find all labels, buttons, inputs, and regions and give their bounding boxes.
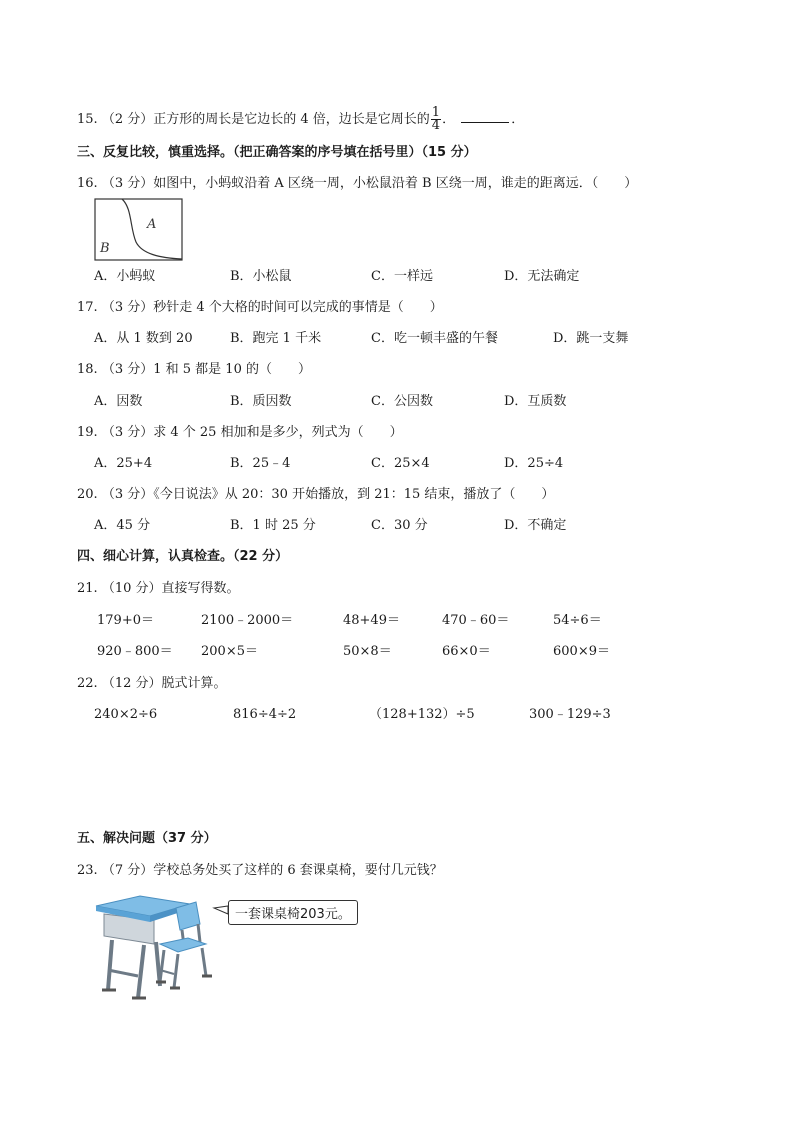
question-score: （3 分） — [101, 300, 154, 315]
question-number: 18. — [77, 362, 98, 377]
calc-item: 920﹣800＝ — [97, 644, 173, 659]
option-a[interactable]: A．45 分 — [94, 518, 151, 533]
bubble-tail — [214, 906, 228, 914]
price-speech-bubble: 一套课桌椅203元。 — [228, 900, 358, 925]
calc-item: 240×2÷6 — [94, 707, 158, 722]
option-d[interactable]: D．无法确定 — [504, 269, 580, 284]
question-score: （3 分） — [101, 425, 154, 440]
option-b[interactable]: B．25﹣4 — [230, 456, 291, 471]
region-diagram — [94, 198, 184, 262]
fraction-numerator: 1 — [431, 105, 441, 120]
question-score: （3 分） — [101, 362, 154, 377]
label-b: B — [100, 241, 110, 256]
option-b[interactable]: B．小松鼠 — [230, 269, 292, 284]
calc-item: （128+132）÷5 — [369, 707, 475, 722]
desk-legs-icon — [102, 940, 160, 998]
option-a[interactable]: A．小蚂蚁 — [94, 269, 156, 284]
question-text: 1 和 5 都是 10 的（ ） — [153, 362, 311, 377]
question-score: （12 分） — [101, 676, 162, 691]
question-text: 直接写得数。 — [161, 581, 240, 596]
question-score: （7 分） — [101, 863, 154, 878]
option-c[interactable]: C．一样远 — [371, 269, 433, 284]
question-text: 正方形的周长是它边长的 4 倍，边长是它周长的 — [153, 112, 430, 127]
question-22 — [77, 675, 227, 693]
option-b[interactable]: B．跑完 1 千米 — [230, 331, 322, 346]
calc-item: 48+49＝ — [343, 613, 400, 628]
question-23 — [77, 862, 443, 880]
question-16 — [77, 175, 637, 193]
question-15 — [77, 107, 524, 132]
question-number: 20. — [77, 487, 98, 502]
section-3-title: 三、反复比较，慎重选择。（把正确答案的序号填在括号里）（15 分） — [77, 145, 477, 160]
option-d[interactable]: D．跳一支舞 — [553, 331, 629, 346]
calc-item: 2100﹣2000＝ — [201, 613, 294, 628]
question-text-tail: ． — [442, 112, 456, 127]
question-number: 17. — [77, 300, 98, 315]
option-d[interactable]: D．不确定 — [504, 518, 567, 533]
question-text: 脱式计算。 — [161, 676, 227, 691]
question-text: 《今日说法》从 20：30 开始播放，到 21：15 结束，播放了（ ） — [153, 487, 555, 502]
option-a[interactable]: A．从 1 数到 20 — [94, 331, 193, 346]
option-c[interactable]: C．吃一顿丰盛的午餐 — [371, 331, 498, 346]
question-text: 学校总务处买了这样的 6 套课桌椅，要付几元钱？ — [153, 863, 443, 878]
question-number: 19. — [77, 425, 98, 440]
calc-item: 66×0＝ — [442, 644, 491, 659]
option-c[interactable]: C．25×4 — [371, 456, 430, 471]
calc-item: 470﹣60＝ — [442, 613, 510, 628]
option-b[interactable]: B．质因数 — [230, 394, 292, 409]
label-a: A — [147, 217, 157, 232]
option-c[interactable]: C．公因数 — [371, 394, 433, 409]
calc-item: 300﹣129÷3 — [529, 707, 611, 722]
option-c[interactable]: C．30 分 — [371, 518, 428, 533]
fraction-one-quarter — [431, 107, 441, 132]
answer-blank[interactable] — [461, 110, 509, 123]
question-17 — [77, 299, 443, 317]
question-21 — [77, 580, 240, 598]
question-20 — [77, 486, 554, 504]
option-b[interactable]: B．1 时 25 分 — [230, 518, 316, 533]
calc-item: 54÷6＝ — [553, 613, 602, 628]
calc-item: 816÷4÷2 — [233, 707, 297, 722]
question-score: （3 分） — [101, 176, 154, 191]
option-a[interactable]: A．25+4 — [94, 456, 153, 471]
question-text: 如图中，小蚂蚁沿着 A 区绕一周，小松鼠沿着 B 区绕一周，谁走的距离远．（ ） — [153, 176, 638, 191]
question-text: 秒针走 4 个大格的时间可以完成的事情是（ ） — [153, 300, 443, 315]
question-number: 15. — [77, 112, 98, 127]
option-d[interactable]: D．25÷4 — [504, 456, 564, 471]
question-19 — [77, 424, 403, 442]
question-score: （3 分） — [101, 487, 154, 502]
question-number: 16. — [77, 176, 98, 191]
question-18 — [77, 361, 311, 379]
question-score: （10 分） — [101, 581, 162, 596]
calc-item: 179+0＝ — [97, 613, 154, 628]
option-d[interactable]: D．互质数 — [504, 394, 567, 409]
question-end: ． — [511, 112, 525, 127]
question-number: 22. — [77, 676, 98, 691]
option-a[interactable]: A．因数 — [94, 394, 143, 409]
fraction-denominator: 4 — [431, 118, 441, 133]
calc-item: 600×9＝ — [553, 644, 610, 659]
calc-item: 200×5＝ — [201, 644, 258, 659]
section-4-title: 四、细心计算，认真检查。（22 分） — [77, 549, 289, 564]
question-score: （2 分） — [101, 112, 154, 127]
question-number: 23. — [77, 863, 98, 878]
section-5-title: 五、解决问题（37 分） — [77, 831, 217, 846]
question-text: 求 4 个 25 相加和是多少，列式为（ ） — [153, 425, 403, 440]
calc-item: 50×8＝ — [343, 644, 392, 659]
question-number: 21. — [77, 581, 98, 596]
